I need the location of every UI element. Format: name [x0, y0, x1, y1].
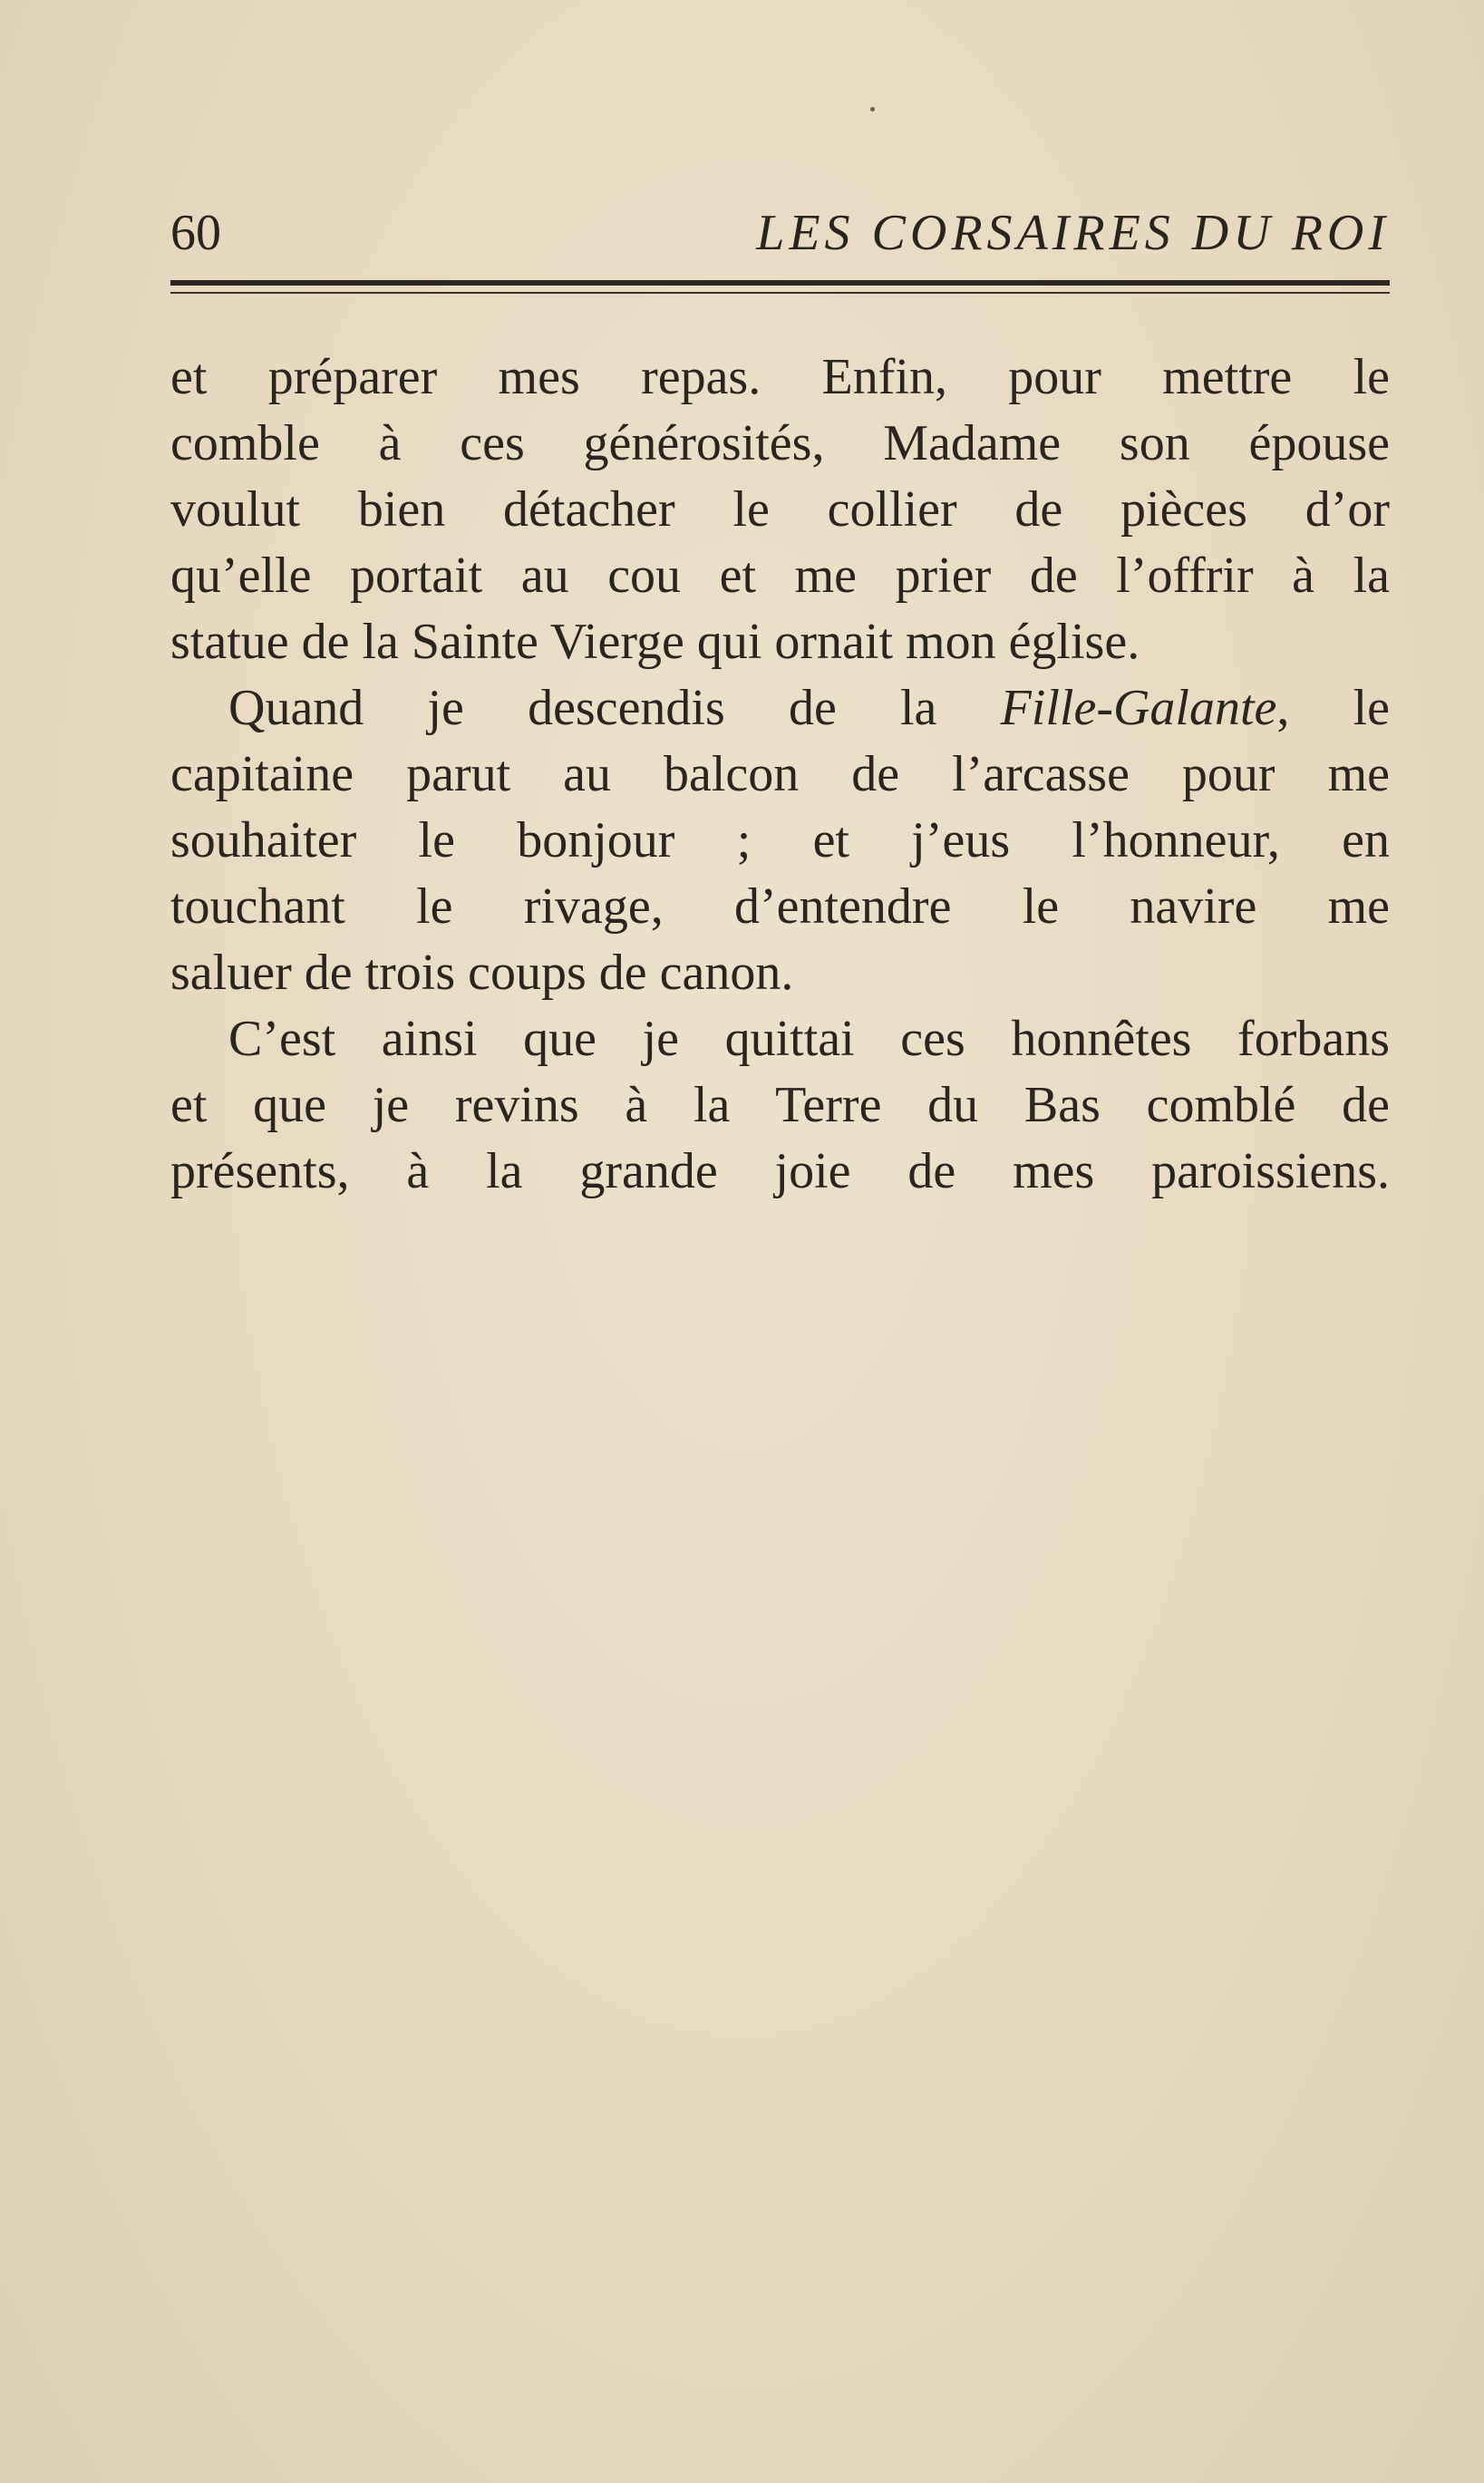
text-line: comble à ces générosités, Madame son épouse	[170, 415, 1390, 471]
text-line	[170, 675, 1390, 742]
text-line: et que je revins à la Terre du Bas comblé de	[170, 1077, 1390, 1133]
text-line: et préparer mes repas. Enfin, pour mettre le	[170, 349, 1390, 405]
text-line: touchant le rivage, d’entendre le navire me	[170, 878, 1390, 935]
text-line: capitaine parut au balcon de l’arcasse pour me	[170, 746, 1390, 802]
ship-name: Fille-Galante	[1000, 680, 1277, 736]
header-rule-thin	[170, 292, 1390, 294]
page-number: 60	[170, 205, 221, 261]
text-line: voulut bien détacher le collier de pièces d’or	[170, 481, 1390, 538]
text-line: C’est ainsi que je quittai ces honnêtes forbans	[228, 1011, 1390, 1067]
page-header	[170, 201, 1390, 265]
running-title: LES CORSAIRES DU ROI	[756, 205, 1390, 261]
text-fragment: , le	[1276, 680, 1390, 736]
text-line: statue de la Sainte Vierge qui ornait mon église.	[170, 614, 1140, 670]
text-fragment: Quand je descendis de la	[228, 680, 1001, 736]
text-line: saluer de trois coups de canon.	[170, 945, 794, 1001]
header-rule-thick	[170, 280, 1390, 286]
text-line: qu’elle portait au cou et me prier de l’offrir à la	[170, 548, 1390, 604]
ink-speck	[870, 107, 875, 112]
body-text	[170, 344, 1390, 1205]
text-line: souhaiter le bonjour ; et j’eus l’honneur, en	[170, 812, 1390, 868]
text-line: présents, à la grande joie de mes paroissiens.	[170, 1143, 1390, 1199]
